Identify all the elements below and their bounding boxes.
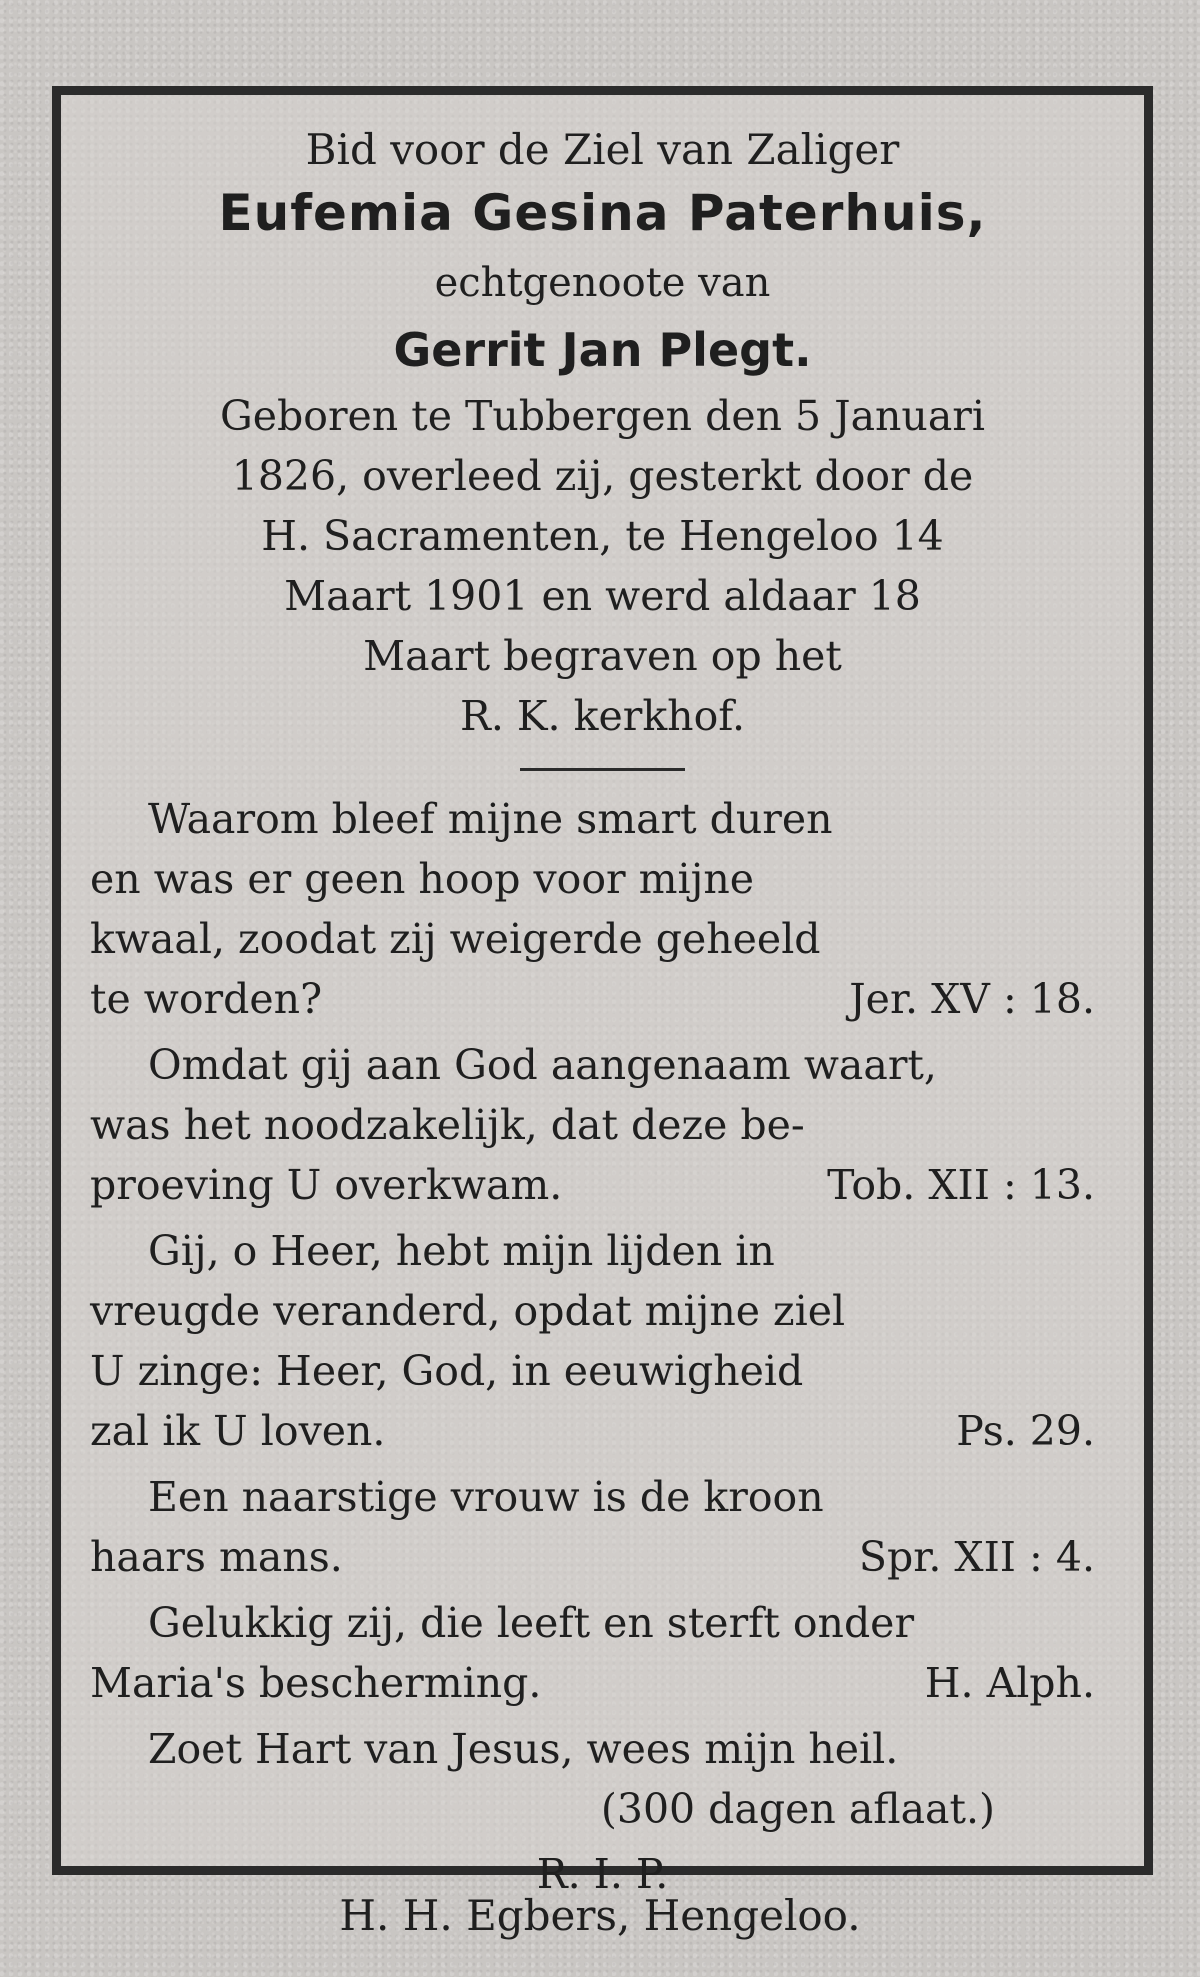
verse-last-line: [90, 1653, 1115, 1713]
card-content: [90, 120, 1115, 1909]
biography: [90, 386, 1115, 746]
verse-last-line: [90, 969, 1115, 1029]
rip-line: R. I. P.: [536, 1850, 669, 1898]
divider-rule: [520, 768, 685, 771]
bio-line: R. K. kerkhof.: [459, 692, 746, 740]
bio-line: Maart 1901 en werd aldaar 18: [284, 572, 921, 620]
verse-line: Omdat gij aan God aangenaam waart,: [148, 1041, 937, 1089]
verse-reference: H. Alph.: [924, 1659, 1095, 1707]
verse-jeremiah: [90, 789, 1115, 1029]
intro-line: Bid voor de Ziel van Zaliger: [305, 125, 900, 174]
verse-text: haars mans.: [90, 1533, 343, 1581]
verse-text: Maria's bescherming.: [90, 1659, 542, 1707]
verse-last-line: [90, 1155, 1115, 1215]
deceased-name: Eufemia Gesina Paterhuis,: [218, 184, 987, 242]
bio-line: Maart begraven op het: [363, 632, 842, 680]
verse-text: zal ik U loven.: [90, 1407, 386, 1455]
verse-reference: Spr. XII : 4.: [858, 1533, 1095, 1581]
verse-alphonsus: [90, 1593, 1115, 1713]
verse-line: Waarom bleef mijne smart duren: [148, 795, 833, 843]
verse-line: U zinge: Heer, God, in eeuwigheid: [90, 1347, 804, 1395]
bio-line: Geboren te Tubbergen den 5 Januari: [220, 392, 985, 440]
verse-last-line: [90, 1527, 1115, 1587]
spouse-label: echtgenoote van: [434, 260, 771, 306]
prayer-line: Zoet Hart van Jesus, wees mijn heil.: [148, 1725, 899, 1773]
verse-line: Een naarstige vrouw is de kroon: [148, 1473, 824, 1521]
verse-reference: Tob. XII : 13.: [827, 1161, 1095, 1209]
verse-text: proeving U overkwam.: [90, 1161, 563, 1209]
verse-proverbs: [90, 1467, 1115, 1587]
verse-line: en was er geen hoop voor mijne: [90, 855, 755, 903]
bio-line: 1826, overleed zij, gesterkt door de: [231, 452, 974, 500]
verse-reference: Jer. XV : 18.: [849, 975, 1095, 1023]
verse-reference: Ps. 29.: [956, 1407, 1095, 1455]
verse-line: Gij, o Heer, hebt mijn lijden in: [148, 1227, 775, 1275]
verse-line: vreugde veranderd, opdat mijne ziel: [90, 1287, 846, 1335]
verse-line: Gelukkig zij, die leeft en sterft onder: [148, 1599, 915, 1647]
printer-credit: H. H. Egbers, Hengeloo.: [339, 1891, 861, 1940]
spouse-name: Gerrit Jan Plegt.: [393, 323, 812, 377]
verse-psalm: [90, 1221, 1115, 1461]
verse-last-line: [90, 1401, 1115, 1461]
verse-text: te worden?: [90, 975, 323, 1023]
verse-tobit: [90, 1035, 1115, 1215]
verse-line: was het noodzakelijk, dat deze be-: [90, 1101, 805, 1149]
verse-line: kwaal, zoodat zij weigerde geheeld: [90, 915, 821, 963]
indulgence-note: (300 dagen aflaat.): [600, 1785, 995, 1833]
bio-line: H. Sacramenten, te Hengeloo 14: [261, 512, 944, 560]
